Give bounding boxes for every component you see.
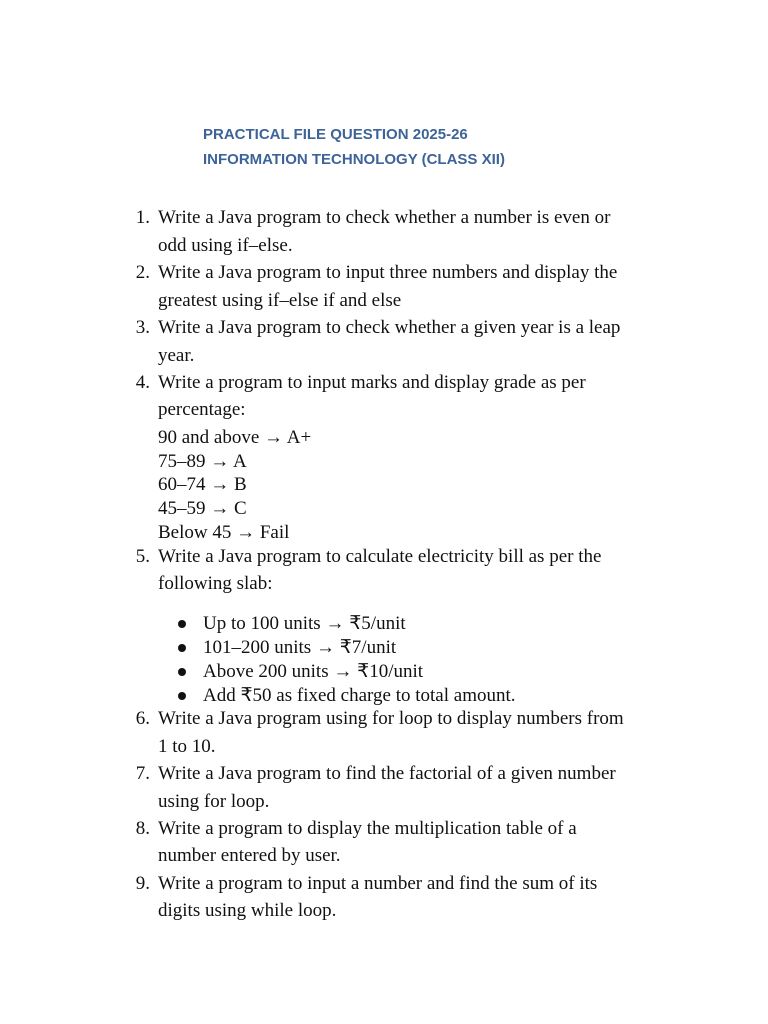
question-text: Write a program to input a number and find the sum of its [158, 873, 598, 894]
grade-line: 60–74 → B [158, 474, 247, 495]
question-text: greatest using if–else if and else [158, 290, 402, 311]
question-text: Write a Java program using for loop to display numbers from [158, 708, 624, 729]
grade-line: 90 and above → A+ [158, 427, 312, 448]
bullet-dot [178, 644, 186, 652]
slab-item: Add ₹50 as fixed charge to total amount. [203, 685, 516, 706]
question-number: 7. [135, 763, 150, 784]
question-text: Write a program to display the multiplication table of a [158, 818, 577, 839]
document-title: PRACTICAL FILE QUESTION 2025-26 [203, 126, 468, 143]
question-text: Write a program to input marks and display grade as per [158, 372, 586, 393]
question-number: 4. [135, 372, 150, 393]
bullet-dot [178, 692, 186, 700]
question-number: 9. [135, 873, 150, 894]
document-subtitle: INFORMATION TECHNOLOGY (CLASS XII) [203, 151, 505, 168]
slab-item: 101–200 units → ₹7/unit [203, 637, 397, 658]
question-text: Write a Java program to check whether a number is even or [158, 207, 611, 228]
question-text: year. [158, 345, 195, 366]
grade-line: Below 45 → Fail [158, 522, 290, 543]
question-text: following slab: [158, 573, 273, 594]
question-number: 1. [135, 207, 150, 228]
question-number: 5. [135, 546, 150, 567]
bullet-dot [178, 668, 186, 676]
grade-line: 45–59 → C [158, 498, 247, 519]
question-text: 1 to 10. [158, 736, 216, 757]
question-number: 8. [135, 818, 150, 839]
question-text: digits using while loop. [158, 900, 337, 921]
slab-item: Up to 100 units → ₹5/unit [203, 613, 406, 634]
question-text: using for loop. [158, 791, 270, 812]
question-number: 2. [135, 262, 150, 283]
grade-line: 75–89 → A [158, 451, 247, 472]
bullet-dot [178, 620, 186, 628]
slab-item: Above 200 units → ₹10/unit [203, 661, 424, 682]
question-text: percentage: [158, 399, 246, 420]
question-text: Write a Java program to input three numbers and display the [158, 262, 618, 283]
question-text: Write a Java program to calculate electricity bill as per the [158, 546, 602, 567]
question-text: odd using if–else. [158, 235, 293, 256]
question-text: number entered by user. [158, 845, 341, 866]
question-text: Write a Java program to check whether a given year is a leap [158, 317, 621, 338]
question-number: 3. [135, 317, 150, 338]
question-text: Write a Java program to find the factorial of a given number [158, 763, 616, 784]
question-number: 6. [135, 708, 150, 729]
